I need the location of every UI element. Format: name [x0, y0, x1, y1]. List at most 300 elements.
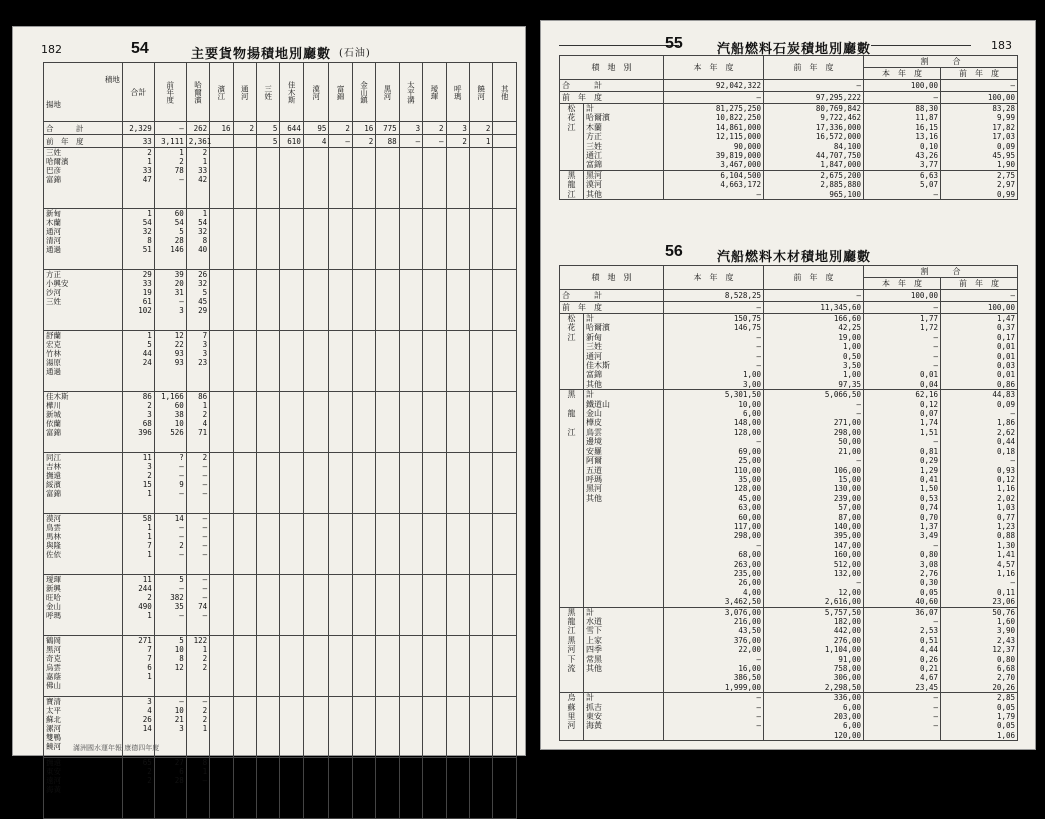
block-row: [560, 104, 1018, 171]
cell: 95: [303, 122, 329, 135]
cell: 11,345,60: [764, 302, 864, 314]
table-title: 主要貨物揚積地別廳數: [191, 47, 332, 62]
cell: 3: [399, 122, 422, 135]
group-cell: [399, 331, 422, 392]
col-this-year: 本 年 度: [664, 266, 764, 290]
group-cell: [233, 758, 256, 819]
cell: —: [329, 135, 352, 148]
group-cell: [257, 209, 280, 270]
this-year-values: 150,75 146,75 — — — — 1,00 3,00: [664, 314, 764, 390]
cell: 2: [352, 135, 375, 148]
cell: 5: [257, 135, 280, 148]
group-cell: [280, 758, 303, 819]
cell: [210, 135, 233, 148]
group-cell: [469, 758, 492, 819]
group-cell: [352, 697, 375, 758]
header-rule: [871, 45, 971, 46]
group-cell: [423, 758, 446, 819]
group-cell: [210, 148, 233, 209]
group-cell: [233, 209, 256, 270]
group-cell: [303, 331, 329, 392]
group-row: [44, 514, 517, 575]
total-row: [560, 80, 1018, 92]
cell: 92,042,322: [664, 80, 764, 92]
cell: —: [941, 290, 1018, 302]
col-ratio: 割 合: [864, 56, 1018, 68]
group-cell: [493, 270, 517, 331]
group-vals: — — — 74 —: [186, 575, 209, 636]
cell: 100,00: [864, 290, 941, 302]
group-cell: [257, 575, 280, 636]
prev-year-values: 5,757,50 182,00 442,00 276,00 1,104,00 91,00 758,00 306,00 2,298,50: [764, 607, 864, 693]
place-labels: 計 哈爾濱 新甸 三姓 通河 佳木斯 富錦 其他: [584, 314, 664, 390]
group-cell: [352, 575, 375, 636]
group-vals: 7 3 3 23: [186, 331, 209, 392]
cell: 8,528,25: [664, 290, 764, 302]
group-cell: [423, 453, 446, 514]
row-label: 合 計: [560, 80, 664, 92]
prev-year-values: 80,769,842 9,722,462 17,336,000 16,572,000 84,100 44,707,750 1,847,000: [764, 104, 864, 171]
cell: —: [764, 80, 864, 92]
group-cell: [329, 148, 352, 209]
corner-top: 積地: [104, 75, 120, 84]
group-cell: [303, 636, 329, 697]
group-cell: [376, 575, 399, 636]
group-cell: [233, 148, 256, 209]
ratio-prev-values: 2,85 0,05 1,79 0,05 1,06: [941, 693, 1018, 741]
cell: 3: [446, 122, 469, 135]
col-11: 呼瑪: [446, 63, 469, 122]
cell: 2: [329, 122, 352, 135]
group-labels: 寶清 太平 蘇北 漯河 雙鴨 饒河: [44, 697, 123, 758]
group-cell: [329, 392, 352, 453]
group-labels: 漠河 鳥雲 馬林 與隆 佐依: [44, 514, 123, 575]
group-cell: [446, 697, 469, 758]
group-vals: — — — — —: [186, 514, 209, 575]
this-year-values: 5,301,50 10,00 6,00 148,00 128,00 — 69,00 25,00 110,00 35,00 128,00 45,00 63,00 60,00 117,00 298,00 — 68,00 263,00 235,00 26,00 4,00 3,462,50: [664, 390, 764, 607]
group-cell: [257, 514, 280, 575]
cell: 610: [280, 135, 303, 148]
group-cell: [210, 453, 233, 514]
group-cell: [303, 514, 329, 575]
group-vals: — 2 2 1: [186, 697, 209, 758]
group-vals: 1 54 32 8 40: [186, 209, 209, 270]
group-total: 2 1 33 47: [122, 148, 154, 209]
col-ratio-prev: 前 年 度: [941, 278, 1018, 290]
group-vals: 86 1 2 4 71: [186, 392, 209, 453]
prev-year-values: 166,60 42,25 19,00 1,00 0,50 3,50 1,00 97,35: [764, 314, 864, 390]
ratio-this-values: 6,63 5,07 —: [864, 170, 941, 199]
group-cell: [446, 270, 469, 331]
group-cell: [423, 331, 446, 392]
group-cell: [469, 514, 492, 575]
col-13: 其他: [493, 63, 517, 122]
group-cell: [446, 636, 469, 697]
ratio-prev-values: 44,83 0,09 — 1,86 2,62 0,44 0,18 — 0,93 0,12 1,16 2,02 1,03 0,77 1,23 0,88 1,30 1,41 4,57 1,16 — 0,11 23,06: [941, 390, 1018, 607]
place-labels: 黑河 漠河 其他: [584, 170, 664, 199]
group-cell: [210, 331, 233, 392]
group-cell: [280, 270, 303, 331]
group-cell: [303, 148, 329, 209]
group-cell: [493, 331, 517, 392]
group-cell: [399, 697, 422, 758]
group-labels: 同江 吉林 撫遠 綏濱 富錦: [44, 453, 123, 514]
col-prev-year: 前 年 度: [764, 266, 864, 290]
group-cell: [352, 148, 375, 209]
block-row: [560, 170, 1018, 199]
group-cell: [376, 392, 399, 453]
col-6: 富錦: [329, 63, 352, 122]
group-cell: [399, 453, 422, 514]
table-title: 汽船燃料石炭積地別廳數: [717, 42, 872, 57]
group-total: 58 1 1 7 1: [122, 514, 154, 575]
row-label: 合 計: [560, 290, 664, 302]
group-cell: [376, 758, 399, 819]
group-cell: [257, 331, 280, 392]
group-cell: [446, 331, 469, 392]
group-cell: [469, 270, 492, 331]
group-cell: [423, 575, 446, 636]
col-ratio-this: 本 年 度: [864, 68, 941, 80]
group-cell: [233, 697, 256, 758]
group-vals: 2 — — — —: [186, 453, 209, 514]
col-0: 哈爾濱: [186, 63, 209, 122]
group-row: [44, 758, 517, 819]
col-4: 佳木斯: [280, 63, 303, 122]
group-cell: [303, 697, 329, 758]
group-cell: [233, 514, 256, 575]
table-title-56: 汽船燃料木材積地別廳數: [717, 250, 872, 265]
cell: 2,329: [122, 122, 154, 135]
cell: 100,00: [941, 302, 1018, 314]
group-cell: [280, 392, 303, 453]
region-label: 黑 龍 江 黑 河 下 流: [560, 607, 584, 693]
group-cell: [376, 331, 399, 392]
group-cell: [210, 392, 233, 453]
col-2: 通河: [233, 63, 256, 122]
ratio-this-values: 62,16 0,12 0,07 1,74 1,51 — 0,81 0,29 1,29 0,41 1,50 0,53 0,74 0,70 1,37 3,49 — 0,80 3,08 2,76 0,30 0,05 40,60: [864, 390, 941, 607]
cell: 100,00: [864, 80, 941, 92]
group-row: [44, 392, 517, 453]
region-label: 黑 龍 江: [560, 170, 584, 199]
group-prev: — 10 21 3: [154, 697, 186, 758]
group-total: 271 7 7 6 1: [122, 636, 154, 697]
group-cell: [303, 758, 329, 819]
ratio-this-values: 88,30 11,87 16,15 13,16 0,10 43,26 3,77: [864, 104, 941, 171]
group-total: 29 33 19 61 102: [122, 270, 154, 331]
col-5: 漠河: [303, 63, 329, 122]
cell: 1: [469, 135, 492, 148]
group-cell: [423, 697, 446, 758]
prev-year-values: 336,00 6,00 203,00 6,00 120,00: [764, 693, 864, 741]
group-labels: 方正 小興安 沙河 三姓: [44, 270, 123, 331]
group-cell: [446, 575, 469, 636]
group-cell: [329, 575, 352, 636]
group-cell: [399, 270, 422, 331]
block-row: [560, 607, 1018, 693]
group-cell: [280, 514, 303, 575]
place-labels: 計 哈爾濱 木蘭 方正 三姓 通江 富錦: [584, 104, 664, 171]
place-labels: 計 鐵道山 金山 樺皮 鳥雲 邊境 安羅 阿爾 五道 呼瑪 黑河 其他: [584, 390, 664, 607]
group-cell: [257, 270, 280, 331]
cell: 4: [303, 135, 329, 148]
ratio-this-values: 36,07 — 2,53 0,51 4,44 0,26 0,21 4,67 23,45: [864, 607, 941, 693]
group-cell: [469, 636, 492, 697]
col-prev-year: 前 年 度: [764, 56, 864, 80]
row-label: 前 年 度: [44, 135, 123, 148]
group-cell: [329, 758, 352, 819]
cell: 2,361: [186, 135, 209, 148]
group-cell: [352, 514, 375, 575]
cell: 16: [352, 122, 375, 135]
group-cell: [233, 392, 256, 453]
group-cell: [329, 270, 352, 331]
group-cell: [210, 209, 233, 270]
group-cell: [399, 514, 422, 575]
group-cell: [280, 331, 303, 392]
cell: —: [864, 92, 941, 104]
group-cell: [280, 636, 303, 697]
group-total: 3 4 26 14: [122, 697, 154, 758]
group-cell: [280, 209, 303, 270]
cell: [233, 135, 256, 148]
group-cell: [257, 758, 280, 819]
cell: 16: [210, 122, 233, 135]
group-cell: [376, 697, 399, 758]
ratio-prev-values: 83,28 9,99 17,82 17,03 0,09 45,95 1,90: [941, 104, 1018, 171]
group-labels: 舒蘭 宏克 竹林 湯原 通過: [44, 331, 123, 392]
coal-table: [559, 55, 1018, 200]
group-cell: [469, 575, 492, 636]
cell: —: [664, 302, 764, 314]
col-10: 璦琿: [423, 63, 446, 122]
group-cell: [446, 453, 469, 514]
group-cell: [446, 209, 469, 270]
cell: 775: [376, 122, 399, 135]
right-page: [540, 20, 1036, 750]
group-prev: ? — — 9 —: [154, 453, 186, 514]
group-cell: [376, 453, 399, 514]
col-ratio-this: 本 年 度: [864, 278, 941, 290]
group-cell: [303, 392, 329, 453]
group-cell: [493, 209, 517, 270]
group-prev: 60 54 5 28 146: [154, 209, 186, 270]
group-cell: [329, 209, 352, 270]
cell: 2: [233, 122, 256, 135]
group-cell: [399, 636, 422, 697]
corner-cell: [44, 63, 123, 122]
group-cell: [352, 331, 375, 392]
prev-year-values: 5,066,50 — — 271,00 298,00 50,00 21,00 — 106,00 15,00 130,00 239,00 57,00 87,00 140,00 395,00 147,00 160,00 512,00 132,00 — 12,00 2,616,00: [764, 390, 864, 607]
ratio-prev-values: 2,75 2,97 0,99: [941, 170, 1018, 199]
group-cell: [352, 392, 375, 453]
group-cell: [376, 636, 399, 697]
group-prev: 12 22 93 93: [154, 331, 186, 392]
group-cell: [469, 209, 492, 270]
group-vals: 122 1 2 2: [186, 636, 209, 697]
group-cell: [233, 453, 256, 514]
block-rows: [560, 314, 1018, 741]
col-ratio: 割 合: [864, 266, 1018, 278]
group-cell: [493, 697, 517, 758]
group-cell: [493, 392, 517, 453]
row-label: 前 年 度: [560, 302, 664, 314]
page-number: 183: [991, 39, 1012, 52]
col-total: 合計: [122, 63, 154, 122]
group-cell: [423, 514, 446, 575]
cargo-table: [43, 62, 517, 819]
group-prev: 1 2 78 —: [154, 148, 186, 209]
group-total: 11 3 2 15 1: [122, 453, 154, 514]
group-cell: [493, 758, 517, 819]
group-cell: [376, 209, 399, 270]
group-cell: [257, 392, 280, 453]
group-cell: [399, 575, 422, 636]
col-1: 濱江: [210, 63, 233, 122]
group-cell: [329, 453, 352, 514]
group-cell: [210, 758, 233, 819]
cell: —: [154, 122, 186, 135]
cell: 2: [469, 122, 492, 135]
group-labels: 新甸 木蘭 通河 清河 通過: [44, 209, 123, 270]
group-cell: [257, 697, 280, 758]
group-row: [44, 575, 517, 636]
table-number: 54: [131, 40, 149, 57]
this-year-values: 6,104,500 4,663,172 —: [664, 170, 764, 199]
group-total: 86 2 3 68 396: [122, 392, 154, 453]
group-cell: [257, 148, 280, 209]
cell: [493, 122, 517, 135]
this-year-values: 81,275,250 10,822,250 14,861,000 12,115,000 90,000 39,819,000 3,467,000: [664, 104, 764, 171]
cell: —: [664, 92, 764, 104]
summary-row-prev: [44, 135, 517, 148]
group-cell: [303, 575, 329, 636]
prev-year-values: 2,675,200 2,885,880 965,100: [764, 170, 864, 199]
cell: —: [864, 302, 941, 314]
cell: 644: [280, 122, 303, 135]
group-cell: [257, 453, 280, 514]
group-labels: 鶴岡 黑河 奇克 烏雲 嘉蔭 佛山: [44, 636, 123, 697]
group-cell: [303, 270, 329, 331]
group-cell: [303, 209, 329, 270]
table-header-row: [44, 63, 517, 122]
region-label: 松 花 江: [560, 104, 584, 171]
group-row: [44, 270, 517, 331]
header-row: [560, 266, 1018, 278]
cell: —: [764, 290, 864, 302]
group-cell: [329, 514, 352, 575]
cell: 33: [122, 135, 154, 148]
group-total: 1 54 32 8 51: [122, 209, 154, 270]
group-cell: [399, 758, 422, 819]
col-place: 積 地 別: [560, 56, 664, 80]
ratio-prev-values: 1,47 0,37 0,17 0,01 0,01 0,03 0,01 0,86: [941, 314, 1018, 390]
left-page: [12, 26, 526, 794]
group-cell: [210, 636, 233, 697]
group-cell: [352, 758, 375, 819]
group-cell: [399, 209, 422, 270]
group-row: [44, 148, 517, 209]
group-cell: [376, 148, 399, 209]
group-cell: [493, 453, 517, 514]
group-prev: 27 6 28: [154, 758, 186, 819]
group-cell: [376, 514, 399, 575]
col-prev: 前年度: [154, 63, 186, 122]
group-cell: [399, 392, 422, 453]
block-rows: [560, 104, 1018, 200]
cell: 5: [257, 122, 280, 135]
group-row: [44, 209, 517, 270]
group-rows: [44, 148, 517, 819]
group-total: 65 2 2: [122, 758, 154, 819]
region-label: 黑 龍 江: [560, 390, 584, 607]
row-label: 合 計: [44, 122, 123, 135]
cell: 100,00: [941, 92, 1018, 104]
group-cell: [329, 697, 352, 758]
block-row: [560, 693, 1018, 741]
group-cell: [469, 148, 492, 209]
col-9: 太平溝: [399, 63, 422, 122]
group-cell: [376, 270, 399, 331]
group-cell: [423, 636, 446, 697]
page-number: 182: [41, 43, 62, 56]
group-cell: [423, 392, 446, 453]
table-unit: (石油): [339, 48, 371, 59]
header-rule: [559, 45, 679, 46]
group-cell: [352, 209, 375, 270]
group-cell: [233, 636, 256, 697]
group-cell: [280, 697, 303, 758]
group-cell: [352, 636, 375, 697]
group-prev: 5 — 382 35 —: [154, 575, 186, 636]
cell: 97,295,222: [764, 92, 864, 104]
cell: —: [941, 80, 1018, 92]
group-cell: [423, 270, 446, 331]
col-ratio-prev: 前 年 度: [941, 68, 1018, 80]
group-total: 11 244 2 490 1: [122, 575, 154, 636]
col-this-year: 本 年 度: [664, 56, 764, 80]
group-prev: 5 10 8 12: [154, 636, 186, 697]
place-labels: 計 抓吉 東安 海黃: [584, 693, 664, 741]
col-8: 黑河: [376, 63, 399, 122]
group-cell: [446, 392, 469, 453]
group-cell: [257, 636, 280, 697]
summary-row-total: [44, 122, 517, 135]
group-labels: 佳木斯 樺川 新城 依蘭 富錦: [44, 392, 123, 453]
cell: [493, 135, 517, 148]
group-cell: [446, 758, 469, 819]
group-cell: [233, 270, 256, 331]
ratio-this-values: 1,77 1,72 — — — — 0,01 0,04: [864, 314, 941, 390]
group-cell: [469, 697, 492, 758]
group-row: [44, 453, 517, 514]
group-cell: [210, 270, 233, 331]
this-year-values: — — — —: [664, 693, 764, 741]
group-cell: [233, 331, 256, 392]
group-labels: 三姓 哈爾濱 巴彦 富錦: [44, 148, 123, 209]
group-cell: [423, 209, 446, 270]
cell: 2: [423, 122, 446, 135]
total-row: [560, 290, 1018, 302]
block-row: [560, 390, 1018, 607]
row-label: 前 年 度: [560, 92, 664, 104]
region-label: 烏 蘇 里 河: [560, 693, 584, 741]
group-row: [44, 331, 517, 392]
group-cell: [280, 575, 303, 636]
group-labels: 撫遠 東安 遠河 海黃: [44, 758, 123, 819]
block-row: [560, 314, 1018, 390]
table-number-56: 56: [665, 243, 683, 260]
